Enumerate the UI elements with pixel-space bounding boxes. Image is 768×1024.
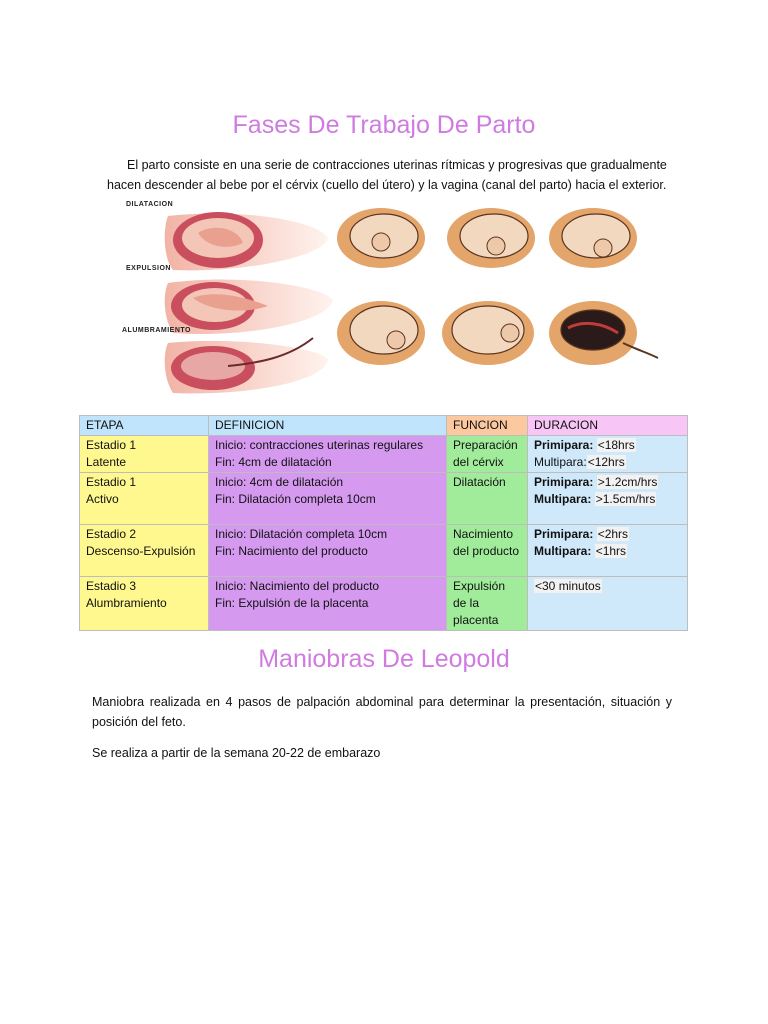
header-etapa: ETAPA <box>80 416 209 436</box>
definicion-line: Fin: Dilatación completa 10cm <box>215 492 376 506</box>
figure-label-alumbramiento: ALUMBRAMIENTO <box>122 327 191 334</box>
duracion-label: Primipara: <box>534 475 594 489</box>
duracion-cell <box>528 473 688 525</box>
duracion-value: <12hrs <box>587 455 625 469</box>
definicion-line: Fin: 4cm de dilatación <box>215 455 332 469</box>
intro-line: hacen descender al bebe por el cérvix (cuello del útero) y la vagina (canal del parto) hacia el exterior. <box>107 178 667 192</box>
page-title: Fases De Trabajo De Parto <box>232 111 536 139</box>
duracion-label: Multipara: <box>534 544 592 558</box>
definicion-line: Fin: Expulsión de la placenta <box>215 596 369 610</box>
etapa-line: Estadio 1 <box>86 475 137 489</box>
labor-stages-table <box>79 415 688 631</box>
funcion-cell: Nacimiento del producto <box>447 525 528 577</box>
definicion-line: Fin: Nacimiento del producto <box>215 544 368 558</box>
paragraph: Se realiza a partir de la semana 20-22 de embarazo <box>92 746 381 760</box>
intro-paragraph <box>80 155 690 195</box>
duracion-cell <box>528 577 688 631</box>
table-row <box>80 473 688 525</box>
etapa-line: Activo <box>86 492 119 506</box>
definicion-cell <box>209 436 447 473</box>
intro-line: El parto consiste en una serie de contracciones uterinas rítmicas y progresivas que gradualmente <box>127 158 667 172</box>
duracion-value: >1.5cm/hrs <box>595 492 656 506</box>
definicion-line: Inicio: Dilatación completa 10cm <box>215 527 388 541</box>
header-definicion: DEFINICION <box>209 416 447 436</box>
labor-stages-illustration <box>118 198 666 398</box>
expulsion-illustration <box>165 279 333 333</box>
etapa-line: Latente <box>86 455 127 469</box>
etapa-line: Estadio 2 <box>86 527 137 541</box>
etapa-cell <box>80 436 209 473</box>
duracion-value: <2hrs <box>597 527 629 541</box>
duracion-label: Multipara: <box>534 455 587 469</box>
duracion-value: <30 minutos <box>535 579 601 593</box>
dilatation-illustration <box>165 212 328 270</box>
definicion-cell <box>209 473 447 525</box>
duracion-cell <box>528 436 688 473</box>
table-row <box>80 436 688 473</box>
funcion-cell: Expulsión de la placenta <box>447 577 528 631</box>
duracion-value: <18hrs <box>597 438 635 452</box>
duracion-value: <1hrs <box>595 544 627 558</box>
funcion-cell: Preparación del cérvix <box>447 436 528 473</box>
figure-label-expulsion: EXPULSION <box>126 265 171 272</box>
definicion-line: Inicio: Nacimiento del producto <box>215 579 380 593</box>
etapa-line: Estadio 1 <box>86 438 137 452</box>
placenta-delivery-illustration <box>165 338 328 393</box>
duracion-label: Primipara: <box>534 438 594 452</box>
table-header-row <box>80 416 688 436</box>
duracion-cell <box>528 525 688 577</box>
etapa-cell <box>80 473 209 525</box>
etapa-line: Alumbramiento <box>86 596 167 610</box>
table-row <box>80 525 688 577</box>
definicion-cell <box>209 525 447 577</box>
table-row <box>80 577 688 631</box>
etapa-cell <box>80 525 209 577</box>
etapa-line: Descenso-Expulsión <box>86 544 196 558</box>
duracion-label: Multipara: <box>534 492 592 506</box>
definicion-cell <box>209 577 447 631</box>
duracion-value: >1.2cm/hrs <box>597 475 658 489</box>
definicion-line: Inicio: 4cm de dilatación <box>215 475 344 489</box>
paragraph: Maniobra realizada en 4 pasos de palpación abdominal para determinar la presentación, situación y posición del feto. <box>92 695 672 729</box>
fetal-positions-grid <box>337 208 658 365</box>
funcion-cell: Dilatación <box>447 473 528 525</box>
header-funcion: FUNCION <box>447 416 528 436</box>
section-title: Maniobras De Leopold <box>258 645 510 673</box>
figure-label-dilatacion: DILATACION <box>126 201 174 208</box>
duracion-label: Primipara: <box>534 527 594 541</box>
labor-stages-svg <box>118 198 666 398</box>
etapa-cell <box>80 577 209 631</box>
etapa-line: Estadio 3 <box>86 579 137 593</box>
header-duracion: DURACION <box>528 416 688 436</box>
definicion-line: Inicio: contracciones uterinas regulares <box>215 438 424 452</box>
